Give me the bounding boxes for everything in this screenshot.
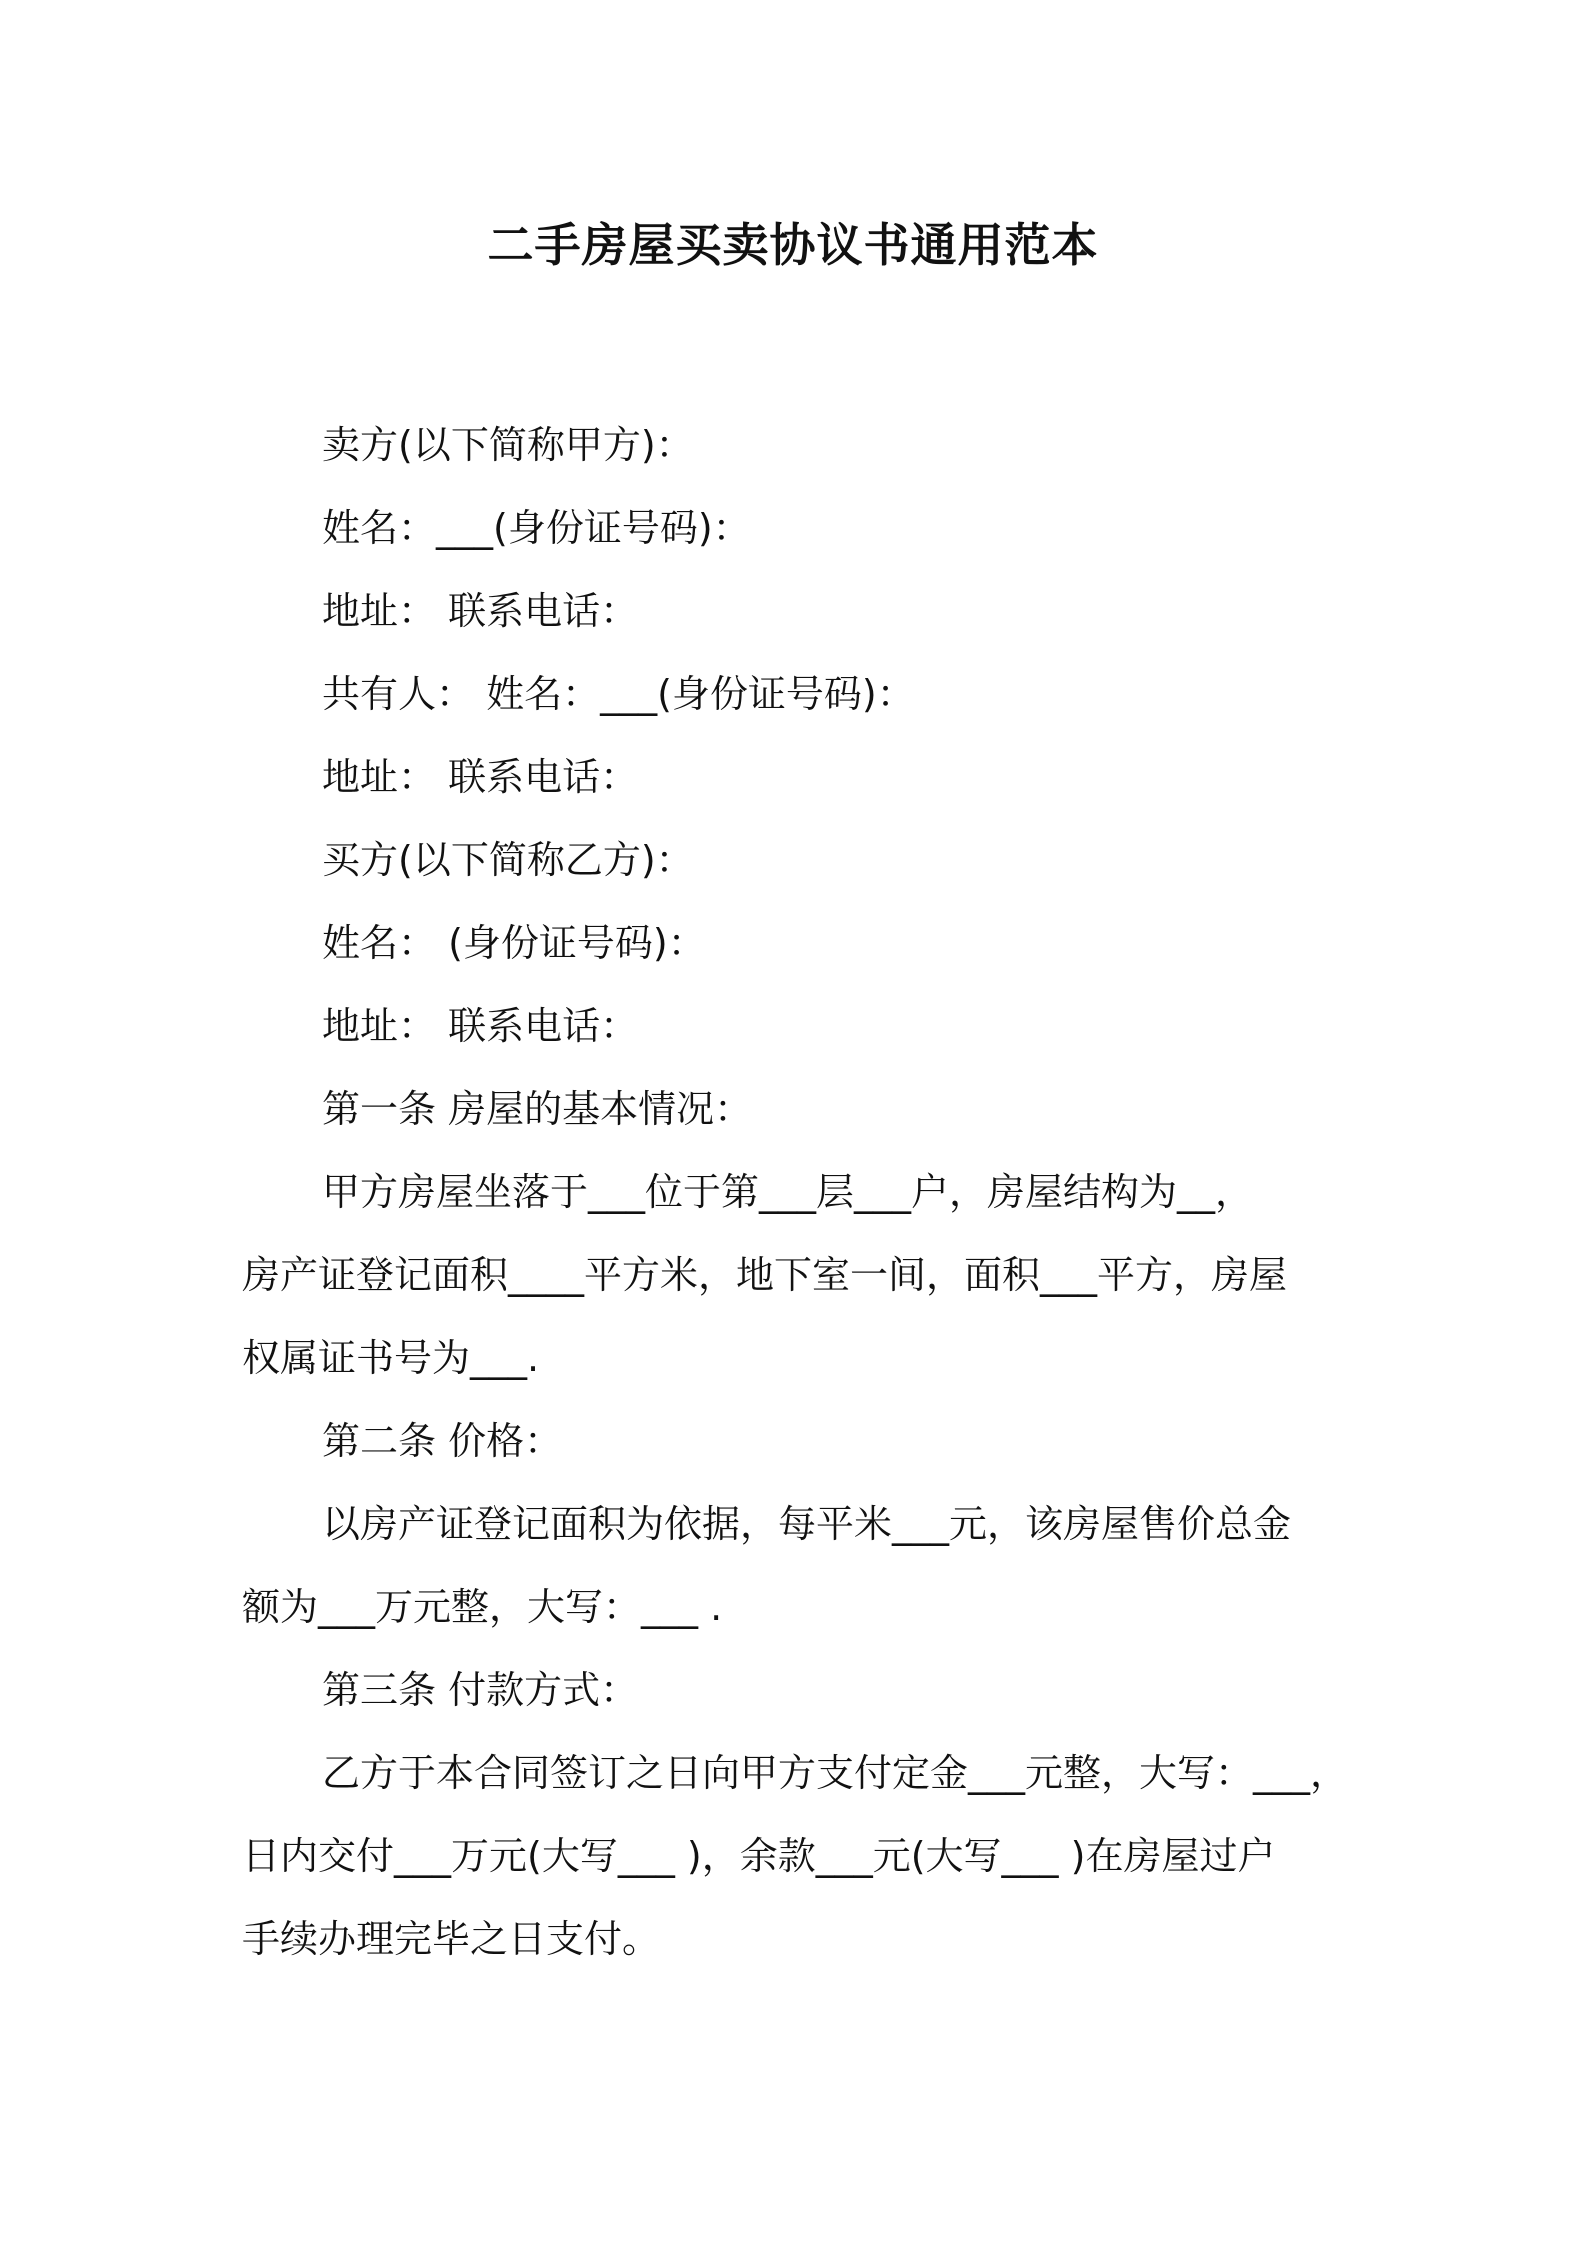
article-2-text-line-1: 以房产证登记面积为依据，每平米___元，该房屋售价总金 xyxy=(322,1502,1292,1546)
article-3-text-line-2: 日内交付___万元(大写___ )，余款___元(大写___ )在房屋过户 xyxy=(242,1834,1276,1878)
article-1-text-line-2: 房产证登记面积____平方米，地下室一间，面积___平方，房屋 xyxy=(242,1253,1288,1297)
article-1-text-line-3: 权属证书号为___. xyxy=(242,1336,540,1380)
article-3-text-line-1: 乙方于本合同签订之日向甲方支付定金___元整，大写：___， xyxy=(322,1751,1349,1795)
buyer-name-line: 姓名： (身份证号码)： xyxy=(322,921,706,965)
article-1-heading: 第一条 房屋的基本情况： xyxy=(322,1087,753,1131)
buyer-address-line: 地址： 联系电话： xyxy=(322,1004,639,1048)
article-3-text-line-3: 手续办理完毕之日支付。 xyxy=(242,1917,661,1961)
article-2-text-line-2: 额为___万元整，大写：___ . xyxy=(242,1585,723,1629)
document-title: 二手房屋买卖协议书通用范本 xyxy=(487,218,1099,272)
seller-address-line: 地址： 联系电话： xyxy=(322,589,639,633)
document-body xyxy=(242,404,1362,1981)
buyer-heading: 买方(以下简称乙方)： xyxy=(322,838,694,882)
co-owner-line: 共有人： 姓名：___(身份证号码)： xyxy=(322,672,915,716)
article-3-heading: 第三条 付款方式： xyxy=(322,1668,639,1712)
seller-heading: 卖方(以下简称甲方)： xyxy=(322,423,694,467)
article-1-text-line-1: 甲方房屋坐落于___位于第___层___户，房屋结构为__， xyxy=(322,1170,1254,1214)
seller-name-line: 姓名：___(身份证号码)： xyxy=(322,506,751,550)
co-owner-address-line: 地址： 联系电话： xyxy=(322,755,639,799)
article-2-heading: 第二条 价格： xyxy=(322,1419,563,1463)
